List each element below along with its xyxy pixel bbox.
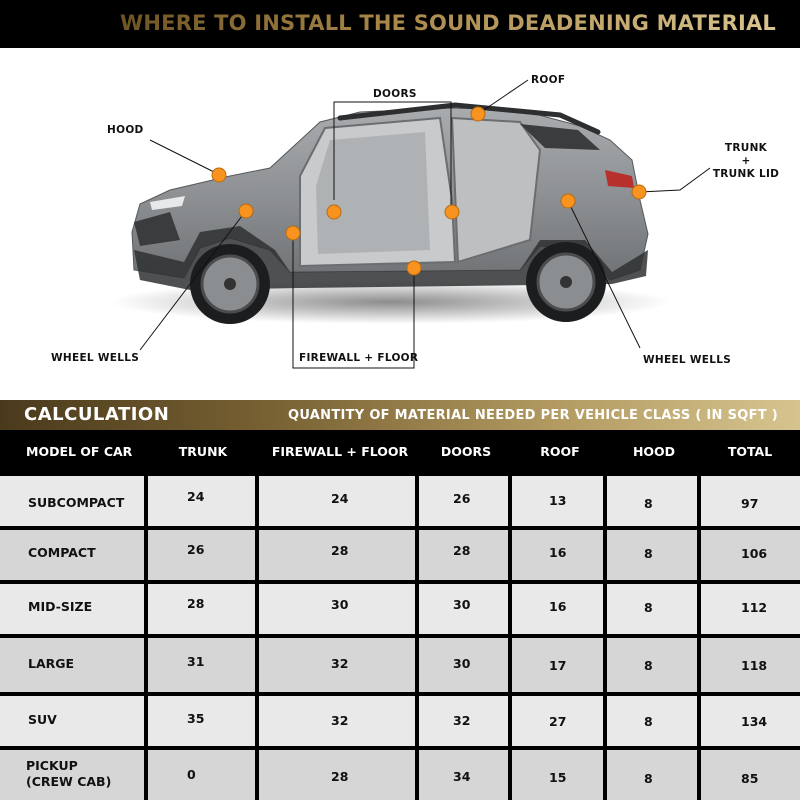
floor-marker: [407, 261, 421, 275]
trunk-label-line3: TRUNK LID: [712, 168, 780, 180]
trunk-label-line1: TRUNK: [724, 142, 768, 154]
table-cell: 8: [607, 530, 697, 580]
rear-wheel-well-marker: [561, 194, 575, 208]
table-cell: 28: [419, 530, 508, 580]
table-row-compact-model: COMPACT: [0, 530, 144, 580]
hood-marker: [212, 168, 226, 182]
doors-label: DOORS: [373, 88, 417, 100]
table-cell: 17: [512, 638, 603, 692]
material-table: [0, 472, 800, 800]
header-roof: ROOF: [540, 444, 580, 459]
table-cell: 26: [419, 476, 508, 526]
header-total: TOTAL: [727, 444, 773, 459]
header-banner: [0, 0, 800, 48]
rear-door-cutaway: [452, 118, 540, 262]
table-cell: 85: [701, 750, 800, 800]
table-cell: 8: [607, 750, 697, 800]
table-cell: 26: [148, 530, 255, 580]
table-cell: 30: [419, 638, 508, 692]
roof-label: ROOF: [531, 74, 566, 86]
trunk-marker: [632, 185, 646, 199]
trunk-label: [710, 142, 782, 181]
wheel-wells-right-label: WHEEL WELLS: [643, 354, 732, 366]
header-doors: DOORS: [440, 444, 492, 459]
table-cell: 8: [607, 696, 697, 746]
table-cell: 0: [148, 750, 255, 800]
table-row-pickup-model: PICKUP (CREW CAB): [0, 750, 144, 800]
table-cell: 27: [512, 696, 603, 746]
table-cell: 24: [148, 476, 255, 526]
hood-leader: [150, 140, 218, 174]
header-firewall-floor: FIREWALL + FLOOR: [271, 444, 409, 459]
table-cell: 32: [259, 638, 415, 692]
table-cell: 106: [701, 530, 800, 580]
header-trunk: TRUNK: [178, 444, 228, 459]
table-cell: 24: [259, 476, 415, 526]
firewall-marker: [286, 226, 300, 240]
front-wheel-well-marker: [239, 204, 253, 218]
table-cell: 97: [701, 476, 800, 526]
header-model: MODEL OF CAR: [26, 444, 133, 459]
table-row-subcompact-model: SUBCOMPACT: [0, 476, 144, 526]
front-door-marker: [327, 205, 341, 219]
table-cell: 118: [701, 638, 800, 692]
table-cell: 28: [259, 750, 415, 800]
car-diagram: [0, 48, 800, 400]
page-title: WHERE TO INSTALL THE SOUND DEADENING MATERIAL: [120, 11, 776, 35]
hood-label: HOOD: [107, 124, 144, 136]
table-cell: 16: [512, 530, 603, 580]
table-cell: 16: [512, 584, 603, 634]
table-cell: 28: [259, 530, 415, 580]
calculation-subtitle: QUANTITY OF MATERIAL NEEDED PER VEHICLE CLASS ( IN SQFT ): [287, 408, 778, 423]
table-cell: 8: [607, 584, 697, 634]
table-cell: 8: [607, 476, 697, 526]
table-cell: 13: [512, 476, 603, 526]
table-cell: 28: [148, 584, 255, 634]
trunk-leader: [640, 168, 710, 192]
trunk-label-line2: +: [741, 155, 751, 167]
car-illustration: [0, 48, 800, 400]
table-cell: 134: [701, 696, 800, 746]
table-cell: 31: [148, 638, 255, 692]
header-hood: HOOD: [632, 444, 676, 459]
table-cell: 32: [259, 696, 415, 746]
front-wheel: [190, 244, 270, 324]
table-row-large-model: LARGE: [0, 638, 144, 692]
roof-marker: [471, 107, 485, 121]
wheel-wells-left-label: WHEEL WELLS: [51, 352, 140, 364]
table-cell: 8: [607, 638, 697, 692]
rear-door-marker: [445, 205, 459, 219]
table-cell: 35: [148, 696, 255, 746]
table-header: [0, 430, 800, 472]
table-cell: 32: [419, 696, 508, 746]
calculation-bar: [0, 400, 800, 430]
table-cell: 112: [701, 584, 800, 634]
table-cell: 30: [259, 584, 415, 634]
table-row-suv-model: SUV: [0, 696, 144, 746]
table-cell: 30: [419, 584, 508, 634]
cabin-interior: [316, 132, 430, 254]
firewall-floor-label: FIREWALL + FLOOR: [299, 352, 419, 364]
table-cell: 34: [419, 750, 508, 800]
table-row-mid-size-model: MID-SIZE: [0, 584, 144, 634]
table-cell: 15: [512, 750, 603, 800]
calculation-title: CALCULATION: [24, 404, 170, 425]
